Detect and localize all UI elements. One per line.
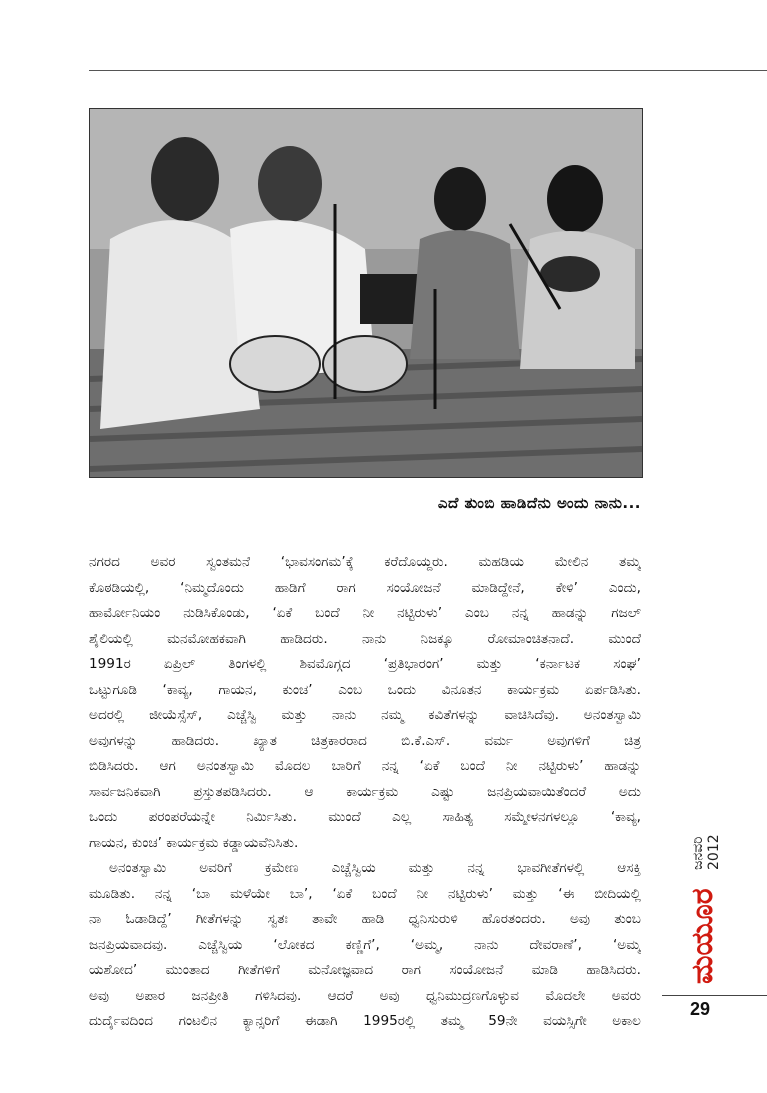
magazine-logo: ಮಯೂರ: [685, 888, 720, 984]
concert-photo-illustration: [90, 109, 642, 477]
page-number: 29: [690, 999, 711, 1019]
body-line: ನಾ ಓಡಾಡಿದ್ದೆ’ ಗೀತೆಗಳನ್ನು ಸ್ವತಃ ತಾವೇ ಹಾಡಿ ಧ್ವನಿಸುರುಳಿ ಹೊರತಂದರು. ಅವು ತುಂಬ: [89, 911, 641, 927]
article-body: [89, 550, 641, 1035]
header-rule: [89, 70, 767, 71]
body-line: ಅದರಲ್ಲಿ ಜೀಯೆಸ್ಸೆಸ್, ಎಚ್ಚೆಸ್ವಿ ಮತ್ತು ನಾನು ನಮ್ಮ ಕವಿತೆಗಳನ್ನು ವಾಚಿಸಿದೆವು. ಅನಂತಸ್ವಾಮಿ: [89, 707, 641, 723]
body-line: ಒಟ್ಟುಗೂಡಿ ‘ಕಾವ್ಯ, ಗಾಯನ, ಕುಂಚ’ ಎಂಬ ಒಂದು ವಿನೂತನ ಕಾರ್ಯಕ್ರಮ ಏರ್ಪಡಿಸಿತು.: [89, 681, 641, 698]
body-line: ಜನಪ್ರಿಯವಾದವು. ಎಚ್ಚೆಸ್ವಿಯ ‘ಲೋಕದ ಕಣ್ಣಿಗೆ’, ‘ಅಮ್ಮ, ನಾನು ದೇವರಾಣೆ’, ‘ಅಮ್ಮ: [89, 936, 641, 953]
body-line: ಮೂಡಿತು. ನನ್ನ ‘ಬಾ ಮಳೆಯೇ ಬಾ’, ‘ಏಕೆ ಬಂದೆ ನೀ ನಟ್ಟಿರುಳು’ ಮತ್ತು ‘ಈ ಬೀದಿಯಲ್ಲಿ: [89, 885, 641, 902]
body-line: ಯಶೋದ’ ಮುಂತಾದ ಗೀತೆಗಳಿಗೆ ಮನೋಜ್ಞವಾದ ರಾಗ ಸಂಯೋಜನೆ ಮಾಡಿ ಹಾಡಿಸಿದರು.: [89, 962, 641, 978]
body-line: ದುರ್ದೈವದಿಂದ ಗಂಟಲಿನ ಕ್ಯಾನ್ಸರಿಗೆ ಈಡಾಗಿ 1995ರಲ್ಲಿ ತಮ್ಮ 59ನೇ ವಯಸ್ಸಿಗೇ ಅಕಾಲ: [89, 1013, 641, 1029]
body-line: ಬಿಡಿಸಿದರು. ಆಗ ಅನಂತಸ್ವಾಮಿ ಮೊದಲ ಬಾರಿಗೆ ನನ್ನ ‘ಏಕೆ ಬಂದೆ ನೀ ನಟ್ಟಿರುಳು’ ಹಾಡನ್ನು: [89, 758, 641, 774]
body-line: ಅನಂತಸ್ವಾಮಿ ಅವರಿಗೆ ಕ್ರಮೇಣ ಎಚ್ಚೆಸ್ವಿಯ ಮತ್ತು ನನ್ನ ಭಾವಗೀತೆಗಳಲ್ಲಿ ಆಸಕ್ತಿ: [109, 860, 641, 876]
body-line: ಹಾರ್ಮೋನಿಯಂ ನುಡಿಸಿಕೊಂಡು, ‘ಏಕೆ ಬಂದೆ ನೀ ನಟ್ಟಿರುಳು’ ಎಂಬ ನನ್ನ ಹಾಡನ್ನು ಗಜಲ್: [89, 605, 641, 621]
body-line: ಅವುಗಳನ್ನು ಹಾಡಿದರು. ಖ್ಯಾತ ಚಿತ್ರಕಾರರಾದ ಬಿ.ಕೆ.ಎಸ್. ವರ್ಮ ಅವುಗಳಿಗೆ ಚಿತ್ರ: [89, 732, 641, 749]
body-line: ನಗರದ ಅವರ ಸ್ವಂತಮನೆ ‘ಭಾವಸಂಗಮ’ಕ್ಕೆ ಕರೆದೊಯ್ದರು. ಮಹಡಿಯ ಮೇಲಿನ ತಮ್ಮ: [89, 554, 641, 570]
footer-rule: [662, 995, 767, 996]
body-line: 1991ರ ಏಪ್ರಿಲ್ ತಿಂಗಳಲ್ಲಿ ಶಿವಮೊಗ್ಗದ ‘ಪ್ರತಿಭಾರಂಗ’ ಮತ್ತು ‘ಕರ್ನಾಟಕ ಸಂಘ’: [89, 656, 641, 672]
issue-date: ಜನವರಿ 2012: [690, 834, 722, 870]
body-line: ಅವು ಅಪಾರ ಜನಪ್ರೀತಿ ಗಳಿಸಿದವು. ಆದರೆ ಅವು ಧ್ವನಿಮುದ್ರಣಗೊಳ್ಳುವ ಮೊದಲೇ ಅವರು: [89, 987, 641, 1004]
body-line: ಗಾಯನ, ಕುಂಚ’ ಕಾರ್ಯಕ್ರಮ ಕಡ್ಡಾಯವೆನಿಸಿತು.: [89, 834, 299, 851]
article-photo: [89, 108, 643, 478]
body-line: ಶೈಲಿಯಲ್ಲಿ ಮನಮೋಹಕವಾಗಿ ಹಾಡಿದರು. ನಾನು ನಿಜಕ್ಕೂ ರೋಮಾಂಚಿತನಾದೆ. ಮುಂದೆ: [89, 630, 641, 647]
body-line: ಕೊಠಡಿಯಲ್ಲಿ, ‘ನಿಮ್ಮದೊಂದು ಹಾಡಿಗೆ ರಾಗ ಸಂಯೋಜನೆ ಮಾಡಿದ್ದೇನೆ, ಕೇಳಿ’ ಎಂದು,: [89, 579, 641, 596]
body-line: ಸಾರ್ವಜನಿಕವಾಗಿ ಪ್ರಸ್ತುತಪಡಿಸಿದರು. ಆ ಕಾರ್ಯಕ್ರಮ ಎಷ್ಟು ಜನಪ್ರಿಯವಾಯಿತೆಂದರೆ ಅದು: [89, 783, 641, 800]
body-line: ಒಂದು ಪರಂಪರೆಯನ್ನೇ ನಿರ್ಮಿಸಿತು. ಮುಂದೆ ಎಲ್ಲ ಸಾಹಿತ್ಯ ಸಮ್ಮೇಳನಗಳಲ್ಲೂ ‘ಕಾವ್ಯ,: [89, 809, 641, 825]
photo-caption: ಎದೆ ತುಂಬಿ ಹಾಡಿದೆನು ಅಂದು ನಾನು...: [437, 494, 641, 512]
